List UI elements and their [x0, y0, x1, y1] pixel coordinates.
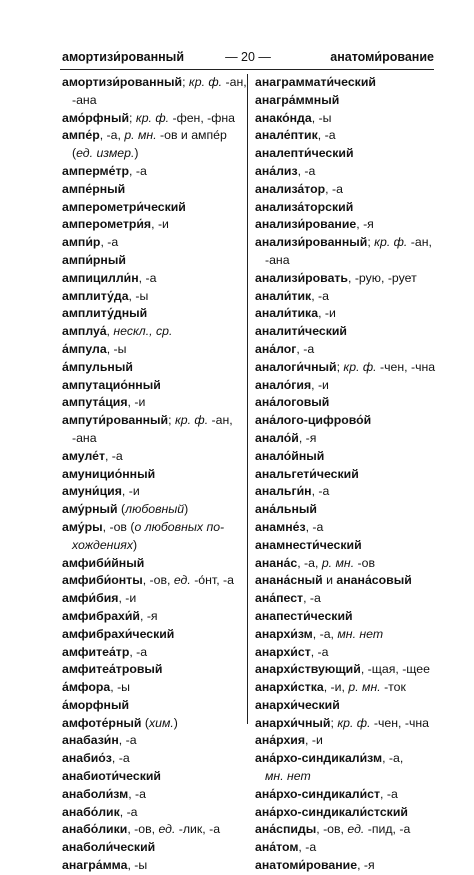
headword: анабази́н: [62, 733, 119, 748]
dictionary-line: [255, 181, 440, 199]
headword: ампутацио́нный: [62, 377, 161, 392]
headword: ана́лиз: [255, 163, 298, 178]
dictionary-line: [62, 839, 252, 857]
dictionary-line: [62, 110, 252, 128]
inflection-text: (: [117, 502, 126, 517]
inflection-text: , -а: [317, 128, 336, 143]
headword: анамнести́ческий: [255, 537, 362, 552]
inflection-text: и: [322, 573, 337, 588]
dictionary-line: [62, 821, 252, 839]
headword: амфибрахи́й: [62, 608, 140, 623]
dictionary-line: [255, 661, 440, 679]
dictionary-line: [62, 288, 252, 306]
dictionary-line: [255, 341, 440, 359]
dictionary-line: [255, 590, 440, 608]
right-column: [255, 74, 440, 875]
grammar-note: кр. ф.: [135, 110, 170, 125]
dictionary-line: [62, 163, 252, 181]
inflection-text: -лик, -а: [175, 822, 221, 837]
dictionary-line: [255, 74, 440, 92]
inflection-text: , -ы: [106, 341, 127, 356]
headword: амфи́бия: [62, 591, 119, 606]
inflection-text: ): [184, 502, 189, 517]
headword: анализи́ровать: [255, 270, 348, 285]
dictionary-line: [62, 252, 252, 270]
inflection-text: , -а: [129, 163, 147, 178]
dictionary-line: [255, 572, 440, 590]
headword: анало́й: [255, 430, 299, 445]
dictionary-line: [62, 804, 252, 822]
dictionary-line: [62, 377, 252, 395]
inflection-text: , -а: [311, 484, 330, 499]
headword: ана́логовый: [255, 395, 330, 410]
inflection-text: , -рую, -рует: [348, 270, 417, 285]
inflection-text: ;: [168, 413, 175, 428]
inflection-text: , -и: [118, 591, 137, 606]
inflection-text: , -ы: [127, 858, 148, 873]
inflection-text: (: [72, 146, 77, 161]
headword: анало́гия: [255, 377, 312, 392]
headword: ампицилли́н: [62, 270, 139, 285]
dictionary-line: [255, 857, 440, 875]
dictionary-line: [62, 679, 252, 697]
headword: анабиоти́ческий: [62, 769, 161, 784]
dictionary-line: [62, 394, 252, 412]
dictionary-line: [255, 270, 440, 288]
inflection-text: -чен, -чна: [370, 715, 430, 730]
headword: ана́спиды: [255, 822, 317, 837]
dictionary-line: [62, 234, 252, 252]
headword: ана́лого-цифрово́й: [255, 413, 372, 428]
inflection-text: , -а: [311, 288, 329, 303]
headword: анана́сный: [255, 573, 323, 588]
headword: анало́йный: [255, 448, 325, 463]
dictionary-line: [62, 270, 252, 288]
dictionary-line: [62, 305, 252, 323]
dictionary-line: [255, 821, 440, 839]
dictionary-line: [62, 697, 252, 715]
headword: ана́рхо-синдикали́зм: [255, 751, 383, 766]
headword: амфиби́йный: [62, 555, 145, 570]
grammar-note: хим.: [148, 715, 174, 730]
headword: амфоте́рный: [62, 715, 142, 730]
inflection-text: , -ов (: [102, 519, 135, 534]
inflection-text: ): [134, 146, 139, 161]
dictionary-line: [255, 110, 440, 128]
headword: амперометри́ческий: [62, 199, 186, 214]
inflection-text: -пид, -а: [364, 822, 411, 837]
inflection-text: , -а,: [297, 555, 322, 570]
inflection-text: , -я: [357, 858, 375, 873]
inflection-text: , -а: [118, 733, 137, 748]
headword: анаболи́зм: [62, 786, 129, 801]
left-column: [62, 74, 252, 875]
dictionary-line: [62, 768, 252, 786]
grammar-note: р. мн.: [124, 128, 157, 143]
inflection-text: , -а: [297, 163, 316, 178]
inflection-text: , -а: [119, 804, 138, 819]
dictionary-line: [62, 181, 252, 199]
headword: амортизи́рованный: [62, 75, 183, 89]
headword: амперме́тр: [62, 163, 130, 178]
dictionary-line: [255, 715, 440, 733]
headword: амуни́ция: [62, 484, 122, 499]
headword: анана́с: [255, 555, 298, 570]
inflection-text: , -а,: [312, 626, 338, 641]
dictionary-line: [255, 626, 440, 644]
headword: анальги́н: [255, 484, 312, 499]
inflection-text: , -а: [296, 341, 315, 356]
grammar-note: р. мн.: [321, 555, 355, 570]
dictionary-line: [255, 252, 440, 270]
grammar-note: нескл., ср.: [113, 324, 173, 339]
headword: ампути́рованный: [62, 413, 169, 428]
headword: амфиби́онты: [62, 573, 143, 588]
dictionary-line: [62, 199, 252, 217]
headword: анализи́рованный: [255, 235, 368, 250]
headword: анана́совый: [336, 573, 412, 588]
dictionary-line: [255, 732, 440, 750]
headword: анамне́з: [255, 519, 306, 534]
headword: ана́пест: [255, 591, 304, 606]
headword: анаграммати́ческий: [255, 75, 376, 89]
inflection-text: , -а,: [99, 128, 125, 143]
inflection-text: -о́нт, -а: [190, 573, 234, 588]
headword: анатоми́рование: [255, 858, 358, 873]
dictionary-line: [255, 786, 440, 804]
dictionary-line: [255, 199, 440, 217]
grammar-note: кр. ф.: [174, 413, 209, 428]
dictionary-line: [255, 323, 440, 341]
dictionary-line: [255, 537, 440, 555]
inflection-text: -ана: [72, 430, 97, 445]
headword: анали́тика: [255, 306, 319, 321]
dictionary-line: [255, 466, 440, 484]
inflection-text: ;: [336, 359, 344, 374]
headword: а́мпула: [62, 341, 107, 356]
headword: анабо́лики: [62, 822, 128, 837]
inflection-text: , -а: [138, 270, 157, 285]
inflection-text: , -а,: [382, 751, 404, 766]
dictionary-line: [62, 323, 252, 341]
dictionary-line: [62, 430, 252, 448]
headword: анаболи́ческий: [62, 840, 156, 855]
dictionary-line: [62, 92, 252, 110]
dictionary-line: [255, 608, 440, 626]
inflection-text: , -а: [310, 644, 329, 659]
inflection-text: , -и: [151, 217, 169, 232]
headword: анархи́чный: [255, 715, 331, 730]
dictionary-line: [62, 127, 252, 145]
inflection-text: -ан,: [222, 75, 247, 89]
dictionary-line: [255, 768, 440, 786]
headword: ана́льный: [255, 502, 317, 517]
inflection-text: , -ов,: [142, 573, 174, 588]
dictionary-line: [62, 483, 252, 501]
inflection-text: , -я: [356, 217, 374, 232]
dictionary-line: [255, 377, 440, 395]
headword: анализа́тор: [255, 181, 326, 196]
inflection-text: , -и: [305, 733, 323, 748]
dictionary-line: [255, 501, 440, 519]
inflection-text: , -я: [140, 608, 158, 623]
header-last-word: анатоми́рование: [330, 50, 434, 64]
headword: анализа́торский: [255, 199, 354, 214]
inflection-text: , -а: [380, 786, 398, 801]
headword: ана́рхо-синдикали́стский: [255, 804, 408, 819]
dictionary-line: [62, 555, 252, 573]
dictionary-line: [62, 216, 252, 234]
dictionary-line: [62, 732, 252, 750]
headword: аму́ры: [62, 519, 103, 534]
dictionary-line: [62, 537, 252, 555]
headword: анархи́зм: [255, 626, 313, 641]
dictionary-line: [62, 466, 252, 484]
headword: анабо́лик: [62, 804, 120, 819]
inflection-text: ;: [330, 715, 338, 730]
headword: анархи́ствующий: [255, 662, 361, 677]
inflection-text: , -и: [318, 306, 336, 321]
dictionary-line: [255, 163, 440, 181]
inflection-text: , -и,: [323, 680, 349, 695]
header-rule: [60, 69, 434, 70]
dictionary-line: [255, 412, 440, 430]
inflection-text: , -а: [128, 786, 146, 801]
inflection-text: -ана: [265, 252, 290, 267]
headword: анако́нда: [255, 110, 312, 125]
page-number: — 20 —: [225, 50, 271, 64]
grammar-note: кр. ф.: [343, 359, 377, 374]
headword: ампе́рный: [62, 181, 126, 196]
column-divider: [247, 74, 248, 724]
grammar-note: кр. ф.: [188, 75, 223, 89]
headword: а́мфора: [62, 680, 111, 695]
inflection-text: , -я: [298, 430, 317, 445]
inflection-text: ;: [129, 110, 136, 125]
headword: анагра́мма: [62, 858, 128, 873]
inflection-text: ): [173, 715, 178, 730]
headword: амфитеа́тровый: [62, 662, 163, 677]
headword: ампе́р: [62, 128, 100, 143]
dictionary-line: [255, 127, 440, 145]
inflection-text: , -ы: [311, 110, 332, 125]
dictionary-line: [62, 145, 252, 163]
headword: аму́рный: [62, 502, 118, 517]
headword: ампи́р: [62, 235, 101, 250]
inflection-text: , -ы: [110, 680, 131, 695]
dictionary-line: [255, 359, 440, 377]
inflection-text: -фен, -фна: [169, 110, 235, 125]
dictionary-line: [255, 394, 440, 412]
inflection-text: , -а: [104, 448, 123, 463]
headword: амуле́т: [62, 448, 105, 463]
dictionary-line: [62, 715, 252, 733]
headword: анархи́ст: [255, 644, 311, 659]
dictionary-line: [255, 804, 440, 822]
dictionary-line: [62, 750, 252, 768]
inflection-text: , -щая, -щее: [360, 662, 430, 677]
headword: амуницио́нный: [62, 466, 156, 481]
dictionary-line: [255, 555, 440, 573]
inflection-text: , -а: [325, 181, 343, 196]
dictionary-line: [255, 448, 440, 466]
inflection-text: -ан,: [208, 413, 233, 428]
running-header: [62, 50, 434, 70]
headword: амо́рфный: [62, 110, 130, 125]
dictionary-line: [255, 679, 440, 697]
dictionary-line: [255, 483, 440, 501]
headword: ампи́рный: [62, 252, 126, 267]
dictionary-line: [255, 305, 440, 323]
dictionary-line: [62, 359, 252, 377]
headword: ана́рхо-синдикали́ст: [255, 786, 381, 801]
inflection-text: , -и: [311, 377, 329, 392]
dictionary-line: [255, 430, 440, 448]
inflection-text: -ов и ампе́р: [156, 128, 227, 143]
inflection-text: , -а: [303, 591, 321, 606]
dictionary-line: [255, 644, 440, 662]
dictionary-line: [255, 750, 440, 768]
headword: анальгети́ческий: [255, 466, 359, 481]
dictionary-line: [62, 644, 252, 662]
dictionary-line: [255, 839, 440, 857]
headword: анархи́стка: [255, 680, 324, 695]
grammar-note: мн. нет: [265, 769, 311, 784]
inflection-text: -чен, -чна: [376, 359, 436, 374]
headword: анархи́ческий: [255, 697, 340, 712]
dictionary-line: [62, 501, 252, 519]
dictionary-line: [255, 697, 440, 715]
header-first-word: амортизи́рованный: [62, 50, 185, 64]
headword: ана́лог: [255, 341, 297, 356]
grammar-note: ед.: [347, 822, 365, 837]
grammar-note: кр. ф.: [337, 715, 371, 730]
headword: амфибрахи́ческий: [62, 626, 175, 641]
headword: ана́том: [255, 840, 299, 855]
headword: аналепти́ческий: [255, 146, 354, 161]
inflection-text: , -а: [305, 519, 324, 534]
headword: ампута́ция: [62, 395, 128, 410]
inflection-text: , -ов,: [127, 822, 159, 837]
dictionary-line: [62, 341, 252, 359]
grammar-note: кр. ф.: [374, 235, 408, 250]
dictionary-line: [62, 786, 252, 804]
inflection-text: , -ов,: [316, 822, 348, 837]
inflection-text: -ток: [380, 680, 406, 695]
grammar-note: ед. измер.: [76, 146, 135, 161]
inflection-text: (: [141, 715, 149, 730]
headword: а́морфный: [62, 697, 130, 712]
grammar-note: мн. нет: [337, 626, 384, 641]
headword: анализи́рование: [255, 217, 357, 232]
headword: анапести́ческий: [255, 608, 353, 623]
grammar-note: ед.: [158, 822, 176, 837]
inflection-text: , -и: [127, 395, 146, 410]
dictionary-line: [62, 74, 252, 92]
grammar-note: ед.: [173, 573, 191, 588]
inflection-text: , -а: [111, 751, 130, 766]
inflection-text: , -ы: [128, 288, 149, 303]
dictionary-line: [62, 412, 252, 430]
dictionary-line: [62, 661, 252, 679]
headword: амплиту́дный: [62, 306, 148, 321]
headword: аналити́ческий: [255, 324, 347, 339]
inflection-text: ): [133, 537, 138, 552]
inflection-text: , -а: [298, 840, 317, 855]
dictionary-line: [62, 608, 252, 626]
inflection-text: , -и: [121, 484, 140, 499]
inflection-text: ,: [106, 324, 114, 339]
dictionary-line: [255, 519, 440, 537]
dictionary-line: [62, 448, 252, 466]
headword: амперометри́я: [62, 217, 152, 232]
inflection-text: , -а: [100, 235, 119, 250]
inflection-text: ;: [367, 235, 375, 250]
dictionary-line: [255, 288, 440, 306]
grammar-note: р. мн.: [348, 680, 381, 695]
dictionary-line: [255, 145, 440, 163]
dictionary-line: [62, 519, 252, 537]
grammar-note: любовный: [125, 502, 185, 517]
headword: а́мпульный: [62, 359, 133, 374]
headword: ана́рхия: [255, 733, 306, 748]
headword: амплуа́: [62, 324, 107, 339]
dictionary-line: [255, 92, 440, 110]
dictionary-line: [62, 572, 252, 590]
headword: анале́птик: [255, 128, 318, 143]
headword: анагра́ммный: [255, 92, 340, 107]
headword: амплиту́да: [62, 288, 129, 303]
headword: анали́тик: [255, 288, 312, 303]
inflection-text: -ов: [354, 555, 376, 570]
inflection-text: -ан,: [407, 235, 432, 250]
grammar-note: о любовных по-: [134, 519, 225, 534]
inflection-text: ;: [182, 75, 189, 89]
inflection-text: -ана: [72, 92, 97, 107]
inflection-text: , -а: [129, 644, 148, 659]
headword: аналоги́чный: [255, 359, 337, 374]
dictionary-line: [62, 626, 252, 644]
dictionary-line: [255, 216, 440, 234]
dictionary-line: [255, 234, 440, 252]
dictionary-line: [62, 857, 252, 875]
dictionary-line: [62, 590, 252, 608]
headword: амфитеа́тр: [62, 644, 130, 659]
headword: анабио́з: [62, 751, 112, 766]
grammar-note: хождениях: [72, 537, 133, 552]
